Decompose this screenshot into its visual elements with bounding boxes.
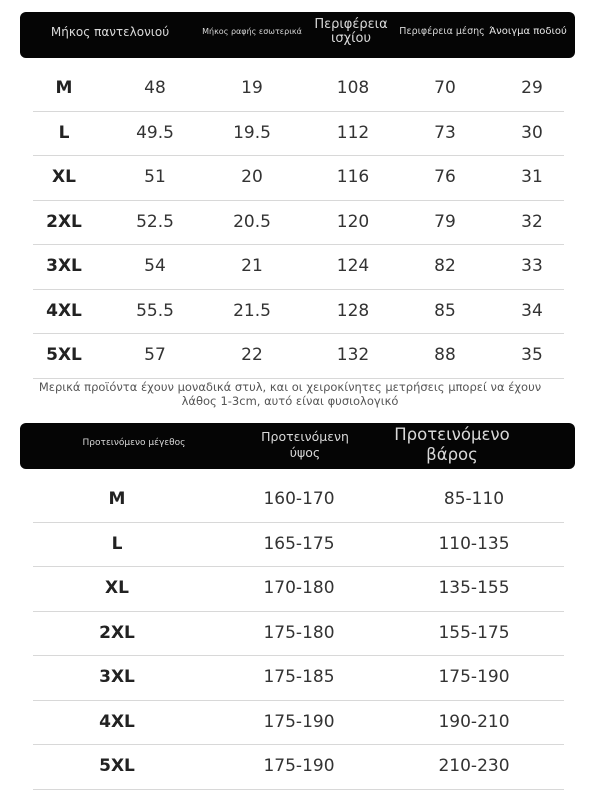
size-label: 3XL — [99, 667, 135, 687]
size-label: 2XL — [99, 622, 135, 643]
header-text: Περιφέρεια μέσης — [399, 26, 485, 37]
table-cell: 190-210 — [438, 711, 510, 732]
table-cell: 55.5 — [136, 300, 174, 321]
table-row — [33, 611, 564, 657]
table-cell: 34 — [521, 300, 543, 321]
table-cell: 19.5 — [233, 122, 271, 143]
table-cell: 29 — [521, 78, 543, 98]
size-label: 2XL — [46, 211, 82, 232]
size-label: XL — [52, 167, 76, 187]
header-text: Άνοιγμα ποδιού — [489, 26, 567, 37]
header-text: ισχίου — [330, 30, 372, 46]
table-cell: 108 — [336, 78, 370, 98]
table-row — [33, 566, 564, 612]
table-cell: 76 — [434, 167, 456, 187]
table-cell: 54 — [144, 256, 166, 276]
header-waist — [399, 27, 484, 37]
recommend-table-header — [20, 423, 575, 469]
table-cell: 110-135 — [438, 533, 510, 554]
table-cell: 21.5 — [233, 300, 271, 321]
size-label: 4XL — [46, 300, 82, 321]
table-row — [33, 66, 564, 112]
table-cell: 120 — [336, 211, 370, 232]
size-table-header — [20, 12, 575, 58]
table-cell: 112 — [336, 122, 370, 143]
size-label: 3XL — [46, 256, 82, 276]
table-cell: 165-175 — [263, 533, 335, 554]
table-cell: 48 — [144, 78, 166, 98]
table-cell: 155-175 — [438, 622, 510, 643]
header-text: Προτεινόμενο — [394, 425, 510, 444]
table-cell: 170-180 — [263, 578, 335, 598]
size-label: M — [55, 78, 73, 98]
header-text: ύψος — [289, 445, 321, 460]
table-cell: 160-170 — [263, 489, 335, 509]
table-cell: 124 — [336, 256, 370, 276]
size-label: 5XL — [46, 345, 82, 365]
table-row — [33, 289, 564, 335]
table-cell: 21 — [241, 256, 263, 276]
header-text: βάρος — [426, 445, 478, 464]
table-cell: 175-185 — [263, 667, 335, 687]
table-cell: 20 — [241, 167, 263, 187]
table-row — [33, 333, 564, 379]
size-label: 5XL — [99, 756, 135, 776]
table-row — [33, 155, 564, 201]
table-cell: 79 — [434, 211, 456, 232]
table-cell: 19 — [241, 78, 263, 98]
header-pants-length — [51, 26, 169, 39]
header-recommended-weight — [394, 425, 509, 465]
table-cell: 30 — [521, 122, 543, 143]
size-label: L — [111, 533, 123, 554]
header-inseam — [202, 28, 302, 36]
table-cell: 175-190 — [263, 756, 335, 776]
table-row — [33, 244, 564, 290]
table-cell: 32 — [521, 211, 543, 232]
header-recommended-size — [83, 439, 186, 448]
size-label: 4XL — [99, 711, 135, 732]
table-cell: 210-230 — [438, 756, 510, 776]
note-line: λάθος 1-3cm, αυτό είναι φυσιολογικό — [181, 394, 399, 408]
table-cell: 88 — [434, 345, 456, 365]
size-label: M — [108, 489, 126, 509]
table-cell: 33 — [521, 256, 543, 276]
table-cell: 70 — [434, 78, 456, 98]
size-label: XL — [105, 578, 129, 598]
table-cell: 128 — [336, 300, 370, 321]
table-row — [33, 744, 564, 790]
table-cell: 82 — [434, 256, 456, 276]
header-text: Περιφέρεια — [314, 17, 388, 32]
table-row — [33, 111, 564, 157]
table-row — [33, 200, 564, 246]
size-label: L — [58, 122, 70, 143]
table-cell: 116 — [336, 167, 370, 187]
table-cell: 132 — [336, 345, 370, 365]
table-cell: 35 — [521, 345, 543, 365]
header-hip — [314, 18, 387, 45]
table-cell: 57 — [144, 345, 166, 365]
table-cell: 20.5 — [233, 211, 271, 232]
table-cell: 175-180 — [263, 622, 335, 643]
table-cell: 22 — [241, 345, 263, 365]
table-cell: 85-110 — [443, 489, 505, 509]
table-cell: 135-155 — [438, 578, 510, 598]
table-cell: 31 — [521, 167, 543, 187]
measurement-note — [20, 380, 560, 408]
header-text: Προτεινόμενο μέγεθος — [82, 438, 186, 448]
table-cell: 51 — [144, 167, 166, 187]
table-row — [33, 655, 564, 701]
table-cell: 85 — [434, 300, 456, 321]
header-text: Μήκος παντελονιού — [50, 25, 170, 39]
note-line: Μερικά προϊόντα έχουν μοναδικά στυλ, και οι χειροκίνητες μετρήσεις μπορεί να έχουν — [38, 380, 542, 394]
header-leg-opening — [489, 27, 567, 38]
table-cell: 175-190 — [263, 711, 335, 732]
table-cell: 52.5 — [136, 211, 174, 232]
table-cell: 49.5 — [136, 122, 174, 143]
table-cell: 73 — [434, 122, 456, 143]
table-cell: 175-190 — [438, 667, 510, 687]
header-text: Μήκος ραφής εσωτερικά — [202, 27, 302, 36]
table-row — [33, 700, 564, 746]
table-row — [33, 477, 564, 523]
header-recommended-height — [261, 429, 349, 461]
table-row — [33, 522, 564, 568]
header-text: Προτεινόμενη — [261, 429, 349, 444]
